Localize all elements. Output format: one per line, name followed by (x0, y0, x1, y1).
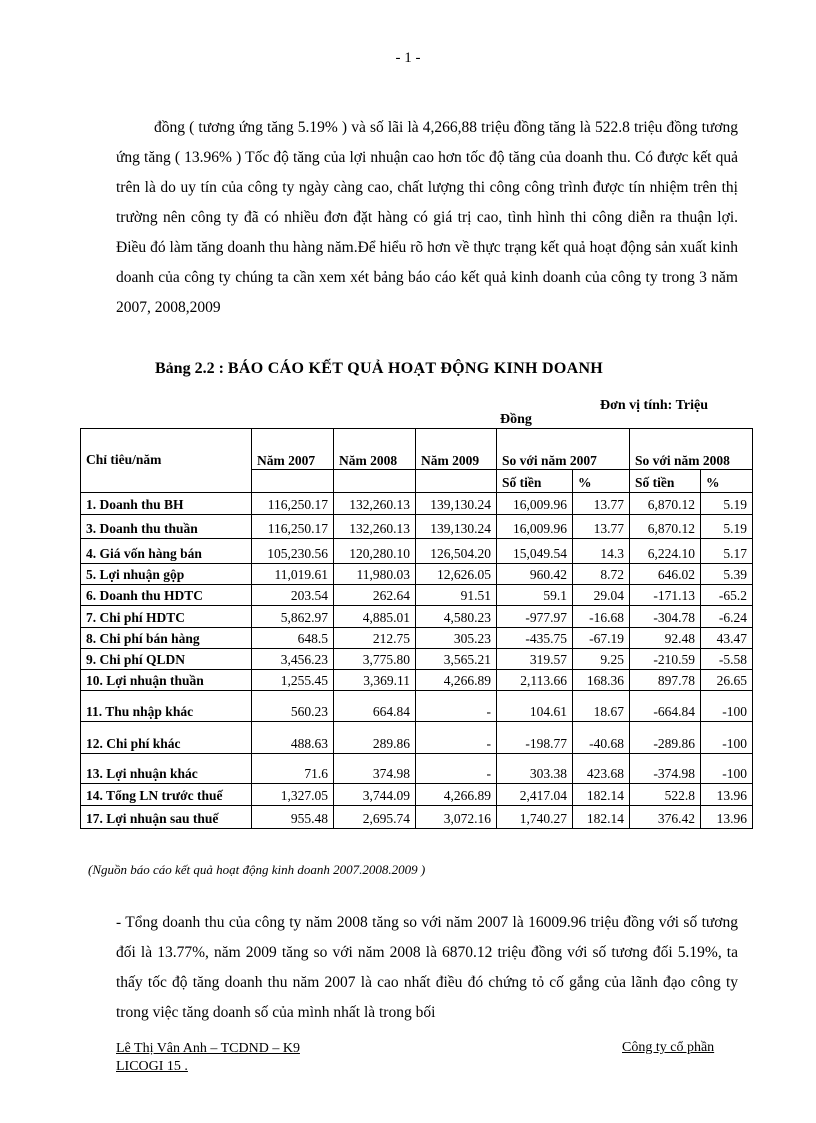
subheader-percent-2008: % (701, 470, 753, 493)
cell-year-2007: 105,230.56 (252, 539, 334, 564)
cell-year-2007: 5,862.97 (252, 606, 334, 628)
cell-pct-2008: -65.2 (701, 585, 753, 606)
cell-label: 3. Doanh thu thuần (81, 515, 252, 539)
header-compare-2008: So với năm 2008 (630, 429, 753, 470)
cell-year-2008: 3,775.80 (334, 649, 416, 670)
cell-label: 11. Thu nhập khác (81, 691, 252, 722)
cell-pct-2008: -100 (701, 722, 753, 754)
cell-diff-2007: -198.77 (497, 722, 573, 754)
cell-pct-2007: 182.14 (573, 806, 630, 829)
cell-year-2008: 4,885.01 (334, 606, 416, 628)
cell-pct-2007: -16.68 (573, 606, 630, 628)
cell-year-2008: 11,980.03 (334, 564, 416, 585)
cell-pct-2007: 13.77 (573, 493, 630, 515)
cell-diff-2007: -435.75 (497, 628, 573, 649)
cell-year-2009: - (416, 722, 497, 754)
cell-pct-2007: 13.77 (573, 515, 630, 539)
cell-diff-2008: 6,224.10 (630, 539, 701, 564)
cell-label: 10. Lợi nhuận thuần (81, 670, 252, 691)
cell-year-2007: 955.48 (252, 806, 334, 829)
subheader-empty (416, 470, 497, 493)
cell-diff-2008: -664.84 (630, 691, 701, 722)
cell-label: 7. Chi phí HDTC (81, 606, 252, 628)
source-note: (Nguồn báo cáo kết quả hoạt động kinh doanh 2007.2008.2009 ) (88, 862, 426, 877)
cell-year-2009: 3,072.16 (416, 806, 497, 829)
header-year-2008: Năm 2008 (334, 429, 416, 470)
cell-year-2008: 132,260.13 (334, 493, 416, 515)
table-row (81, 606, 753, 628)
cell-diff-2007: 2,113.66 (497, 670, 573, 691)
footer-company: Công ty cổ phần (622, 1040, 715, 1055)
cell-year-2009: - (416, 691, 497, 722)
cell-year-2008: 2,695.74 (334, 806, 416, 829)
cell-year-2008: 664.84 (334, 691, 416, 722)
cell-diff-2008: -289.86 (630, 722, 701, 754)
table-header-row (81, 429, 753, 470)
cell-diff-2008: 92.48 (630, 628, 701, 649)
table-row (81, 493, 753, 515)
unit-label: Đơn vị tính: Triệu (600, 398, 708, 413)
cell-diff-2008: 6,870.12 (630, 493, 701, 515)
cell-year-2008: 3,369.11 (334, 670, 416, 691)
table-row (81, 670, 753, 691)
cell-pct-2007: 423.68 (573, 754, 630, 784)
cell-pct-2007: -40.68 (573, 722, 630, 754)
analysis-paragraph: - Tổng doanh thu của công ty năm 2008 tăng so với năm 2007 là 16009.96 triệu đồng với số tương đối là 13.77%, năm 2009 tăng so với năm 2008 là 6870.12 triệu đồng với số tương đối 5.19%, ta thấy tốc độ tăng doanh thu năm 2007 là cao nhất điều đó chứng tỏ cố gắng của lãnh đạo công ty trong việc tăng doanh số của mình nhất là trong bối (116, 914, 738, 1021)
table-caption-label: Bảng 2.2 : (155, 360, 224, 377)
cell-pct-2008: 26.65 (701, 670, 753, 691)
header-indicator: Chỉ tiêu/năm (81, 429, 252, 493)
cell-diff-2007: 104.61 (497, 691, 573, 722)
cell-diff-2007: 59.1 (497, 585, 573, 606)
cell-year-2008: 132,260.13 (334, 515, 416, 539)
cell-year-2009: 139,130.24 (416, 515, 497, 539)
cell-year-2008: 262.64 (334, 585, 416, 606)
cell-diff-2008: 646.02 (630, 564, 701, 585)
table-row (81, 585, 753, 606)
cell-diff-2008: 897.78 (630, 670, 701, 691)
cell-pct-2007: 29.04 (573, 585, 630, 606)
cell-pct-2007: 14.3 (573, 539, 630, 564)
cell-diff-2008: -304.78 (630, 606, 701, 628)
cell-year-2009: 4,266.89 (416, 670, 497, 691)
cell-label: 6. Doanh thu HDTC (81, 585, 252, 606)
cell-pct-2007: -67.19 (573, 628, 630, 649)
cell-year-2007: 1,255.45 (252, 670, 334, 691)
table-row (81, 649, 753, 670)
cell-year-2007: 560.23 (252, 691, 334, 722)
cell-year-2009: 3,565.21 (416, 649, 497, 670)
cell-year-2009: 12,626.05 (416, 564, 497, 585)
subheader-percent-2007: % (573, 470, 630, 493)
subheader-amount-2007: Số tiền (497, 470, 573, 493)
cell-year-2007: 1,327.05 (252, 784, 334, 806)
cell-pct-2007: 8.72 (573, 564, 630, 585)
cell-pct-2008: -6.24 (701, 606, 753, 628)
cell-pct-2008: -100 (701, 691, 753, 722)
cell-year-2007: 116,250.17 (252, 515, 334, 539)
cell-label: 5. Lợi nhuận gộp (81, 564, 252, 585)
table-row (81, 722, 753, 754)
footer-company-line: LICOGI 15 . (116, 1059, 188, 1074)
header-year-2009: Năm 2009 (416, 429, 497, 470)
cell-pct-2008: 13.96 (701, 784, 753, 806)
cell-diff-2008: 522.8 (630, 784, 701, 806)
cell-pct-2008: 13.96 (701, 806, 753, 829)
cell-pct-2008: 5.19 (701, 493, 753, 515)
cell-diff-2007: 1,740.27 (497, 806, 573, 829)
cell-year-2009: 4,580.23 (416, 606, 497, 628)
cell-pct-2008: 5.39 (701, 564, 753, 585)
business-results-table (80, 428, 753, 829)
table-caption (155, 360, 603, 378)
table-row (81, 515, 753, 539)
cell-year-2008: 3,744.09 (334, 784, 416, 806)
cell-diff-2008: 376.42 (630, 806, 701, 829)
cell-year-2007: 488.63 (252, 722, 334, 754)
cell-pct-2007: 9.25 (573, 649, 630, 670)
cell-pct-2008: 43.47 (701, 628, 753, 649)
cell-diff-2007: 15,049.54 (497, 539, 573, 564)
table-row (81, 539, 753, 564)
cell-diff-2007: 303.38 (497, 754, 573, 784)
table-row (81, 564, 753, 585)
cell-pct-2008: -100 (701, 754, 753, 784)
header-compare-2007: So với năm 2007 (497, 429, 630, 470)
cell-diff-2007: 319.57 (497, 649, 573, 670)
cell-year-2007: 71.6 (252, 754, 334, 784)
cell-label: 9. Chi phí QLDN (81, 649, 252, 670)
footer-author-line: Lê Thị Vân Anh – TCDND – K9 (116, 1041, 300, 1056)
table-row (81, 784, 753, 806)
cell-label: 12. Chi phí khác (81, 722, 252, 754)
cell-year-2009: 126,504.20 (416, 539, 497, 564)
table-row (81, 628, 753, 649)
cell-year-2007: 116,250.17 (252, 493, 334, 515)
table-row (81, 691, 753, 722)
table-row (81, 806, 753, 829)
cell-pct-2007: 168.36 (573, 670, 630, 691)
cell-diff-2008: -171.13 (630, 585, 701, 606)
cell-diff-2007: -977.97 (497, 606, 573, 628)
table-row (81, 754, 753, 784)
cell-pct-2008: -5.58 (701, 649, 753, 670)
cell-year-2008: 374.98 (334, 754, 416, 784)
cell-label: 17. Lợi nhuận sau thuế (81, 806, 252, 829)
cell-year-2008: 120,280.10 (334, 539, 416, 564)
cell-year-2009: 139,130.24 (416, 493, 497, 515)
cell-diff-2008: 6,870.12 (630, 515, 701, 539)
subheader-empty (334, 470, 416, 493)
cell-year-2007: 11,019.61 (252, 564, 334, 585)
cell-diff-2007: 2,417.04 (497, 784, 573, 806)
cell-pct-2008: 5.19 (701, 515, 753, 539)
page-number: - 1 - (395, 50, 421, 66)
cell-label: 14. Tổng LN trước thuế (81, 784, 252, 806)
table-caption-title: BÁO CÁO KẾT QUẢ HOẠT ĐỘNG KINH DOANH (227, 360, 604, 377)
cell-year-2009: - (416, 754, 497, 784)
cell-label: 4. Giá vốn hàng bán (81, 539, 252, 564)
cell-year-2009: 4,266.89 (416, 784, 497, 806)
cell-pct-2007: 182.14 (573, 784, 630, 806)
cell-year-2007: 203.54 (252, 585, 334, 606)
footer-author (116, 1040, 300, 1076)
cell-year-2007: 3,456.23 (252, 649, 334, 670)
cell-year-2008: 289.86 (334, 722, 416, 754)
subheader-amount-2008: Số tiền (630, 470, 701, 493)
cell-year-2009: 305.23 (416, 628, 497, 649)
cell-diff-2008: -210.59 (630, 649, 701, 670)
cell-year-2008: 212.75 (334, 628, 416, 649)
unit-label-continued: Đồng (500, 412, 532, 427)
cell-diff-2007: 16,009.96 (497, 515, 573, 539)
cell-pct-2008: 5.17 (701, 539, 753, 564)
cell-pct-2007: 18.67 (573, 691, 630, 722)
cell-diff-2007: 960.42 (497, 564, 573, 585)
intro-paragraph: đồng ( tương ứng tăng 5.19% ) và số lãi là 4,266,88 triệu đồng tăng là 522.8 triệu đồng tương ứng tăng ( 13.96% ) Tốc độ tăng của lợi nhuận cao hơn tốc độ tăng của doanh thu. Có được kết quả trên là do uy tín của công ty ngày càng cao, chất lượng thi công công trình được tín nhiệm trên thị trường nên công ty đã có nhiều đơn đặt hàng có giá trị cao, tình hình thi công diễn ra thuận lợi. Điều đó làm tăng doanh thu hàng năm.Để hiểu rõ hơn về thực trạng kết quả hoạt động sản xuất kinh doanh của công ty chúng ta cần xem xét bảng báo cáo kết quả kinh doanh của công ty trong 3 năm 2007, 2008,2009 (116, 119, 738, 316)
cell-diff-2008: -374.98 (630, 754, 701, 784)
header-year-2007: Năm 2007 (252, 429, 334, 470)
cell-label: 8. Chi phí bán hàng (81, 628, 252, 649)
cell-diff-2007: 16,009.96 (497, 493, 573, 515)
subheader-empty (252, 470, 334, 493)
cell-label: 1. Doanh thu BH (81, 493, 252, 515)
cell-year-2007: 648.5 (252, 628, 334, 649)
cell-label: 13. Lợi nhuận khác (81, 754, 252, 784)
cell-year-2009: 91.51 (416, 585, 497, 606)
